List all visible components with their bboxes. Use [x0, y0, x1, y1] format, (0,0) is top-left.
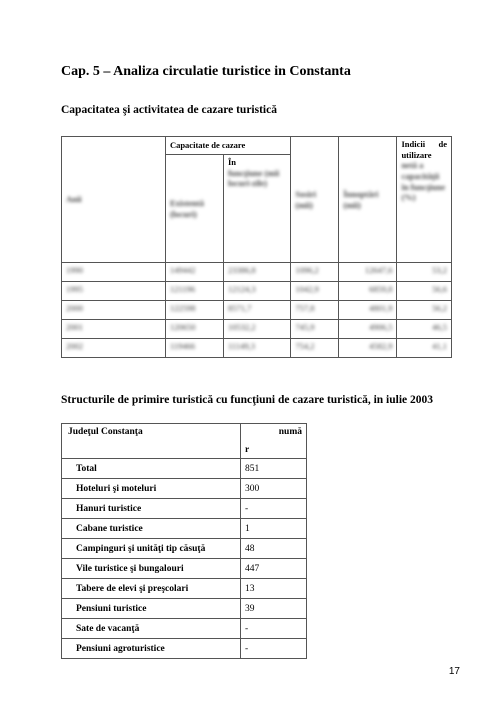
row-value: 300 [241, 479, 307, 499]
header-capacity: Capacitate de cazare [165, 137, 290, 155]
header-in-rest: funcţiune (mii locuri-zile) [227, 167, 280, 189]
cell-index: 56,6 [397, 282, 452, 301]
table-row [62, 619, 307, 639]
header-number-line1: numă [278, 427, 302, 437]
table-row [62, 539, 307, 559]
table-row [62, 459, 307, 479]
cell-index: 41,1 [397, 339, 452, 358]
header-years: Anii [62, 137, 166, 263]
structures-table [61, 423, 307, 659]
table-row [62, 479, 307, 499]
cell-nights: 6859,8 [339, 282, 397, 301]
cell-arrivals: 757,8 [291, 301, 339, 320]
page-number: 17 [448, 666, 460, 677]
row-value: 851 [241, 459, 307, 479]
cell-existing: 122598 [165, 301, 223, 320]
cell-year: 2002 [62, 339, 166, 358]
header-indices-line1: Indicii de [401, 139, 447, 149]
header-existing: Existentă (locuri) [165, 155, 223, 263]
header-nights: Înnoptări (mii) [339, 137, 397, 263]
header-in: În [227, 157, 236, 167]
table-row [62, 639, 307, 659]
table-row [62, 579, 307, 599]
row-label: Hoteluri şi moteluri [62, 479, 241, 499]
cell-in-function: 10532,2 [223, 320, 290, 339]
table-row [62, 599, 307, 619]
row-value: - [241, 639, 307, 659]
table-row [62, 320, 452, 339]
row-value: 48 [241, 539, 307, 559]
header-arrivals: Sosiri (mii) [291, 137, 339, 263]
row-label: Pensiuni turistice [62, 599, 241, 619]
table-row [62, 519, 307, 539]
cell-nights: 4801,9 [339, 301, 397, 320]
row-value: 1 [241, 519, 307, 539]
chapter-title: Cap. 5 – Analiza circulatie turistice in Constanta [61, 64, 351, 79]
cell-year: 2001 [62, 320, 166, 339]
table-row [62, 301, 452, 320]
table-row [62, 559, 307, 579]
header-number [241, 424, 307, 459]
cell-arrivals: 1096,2 [291, 263, 339, 282]
row-value: - [241, 499, 307, 519]
cell-nights: 4906,5 [339, 320, 397, 339]
row-label: Pensiuni agroturistice [62, 639, 241, 659]
capacity-table [61, 136, 452, 358]
header-number-line2: r [245, 445, 250, 455]
row-value: 13 [241, 579, 307, 599]
cell-nights: 12647,6 [339, 263, 397, 282]
cell-existing: 119466 [165, 339, 223, 358]
row-label: Vile turistice şi bungalouri [62, 559, 241, 579]
row-label: Campinguri şi unităţi tip căsuţă [62, 539, 241, 559]
cell-existing: 149442 [165, 263, 223, 282]
row-value: 39 [241, 599, 307, 619]
cell-nights: 4582,9 [339, 339, 397, 358]
row-value: 447 [241, 559, 307, 579]
cell-arrivals: 754,2 [291, 339, 339, 358]
header-indices-line2: utilizare [401, 149, 432, 160]
row-label: Cabane turistice [62, 519, 241, 539]
table-row [62, 499, 307, 519]
section-title-structures: Structurile de primire turistică cu funcţiuni de cazare turistică, in iulie 2003 [61, 394, 434, 406]
section-title-capacity: Capacitatea şi activitatea de cazare turistică [61, 104, 277, 116]
cell-index: 56,2 [397, 301, 452, 320]
header-in-function [223, 155, 290, 263]
header-indices-rest: netă a capacităţii în funcţiune (%) [401, 160, 446, 203]
cell-year: 1995 [62, 282, 166, 301]
table-row [62, 339, 452, 358]
cell-arrivals: 1042,9 [291, 282, 339, 301]
row-label: Hanuri turistice [62, 499, 241, 519]
cell-in-function: 8571,7 [223, 301, 290, 320]
cell-existing: 120650 [165, 320, 223, 339]
cell-arrivals: 745,9 [291, 320, 339, 339]
header-county: Judeţul Constanţa [62, 424, 241, 459]
cell-in-function: 12124,3 [223, 282, 290, 301]
cell-year: 2000 [62, 301, 166, 320]
header-indices [397, 137, 452, 263]
cell-year: 1990 [62, 263, 166, 282]
cell-index: 46,5 [397, 320, 452, 339]
cell-index: 53,2 [397, 263, 452, 282]
row-value: - [241, 619, 307, 639]
table-row [62, 263, 452, 282]
table-row [62, 282, 452, 301]
cell-in-function: 23386,8 [223, 263, 290, 282]
row-label: Tabere de elevi şi preşcolari [62, 579, 241, 599]
cell-existing: 121196 [165, 282, 223, 301]
row-label: Sate de vacanţă [62, 619, 241, 639]
cell-in-function: 11149,3 [223, 339, 290, 358]
row-label: Total [62, 459, 241, 479]
